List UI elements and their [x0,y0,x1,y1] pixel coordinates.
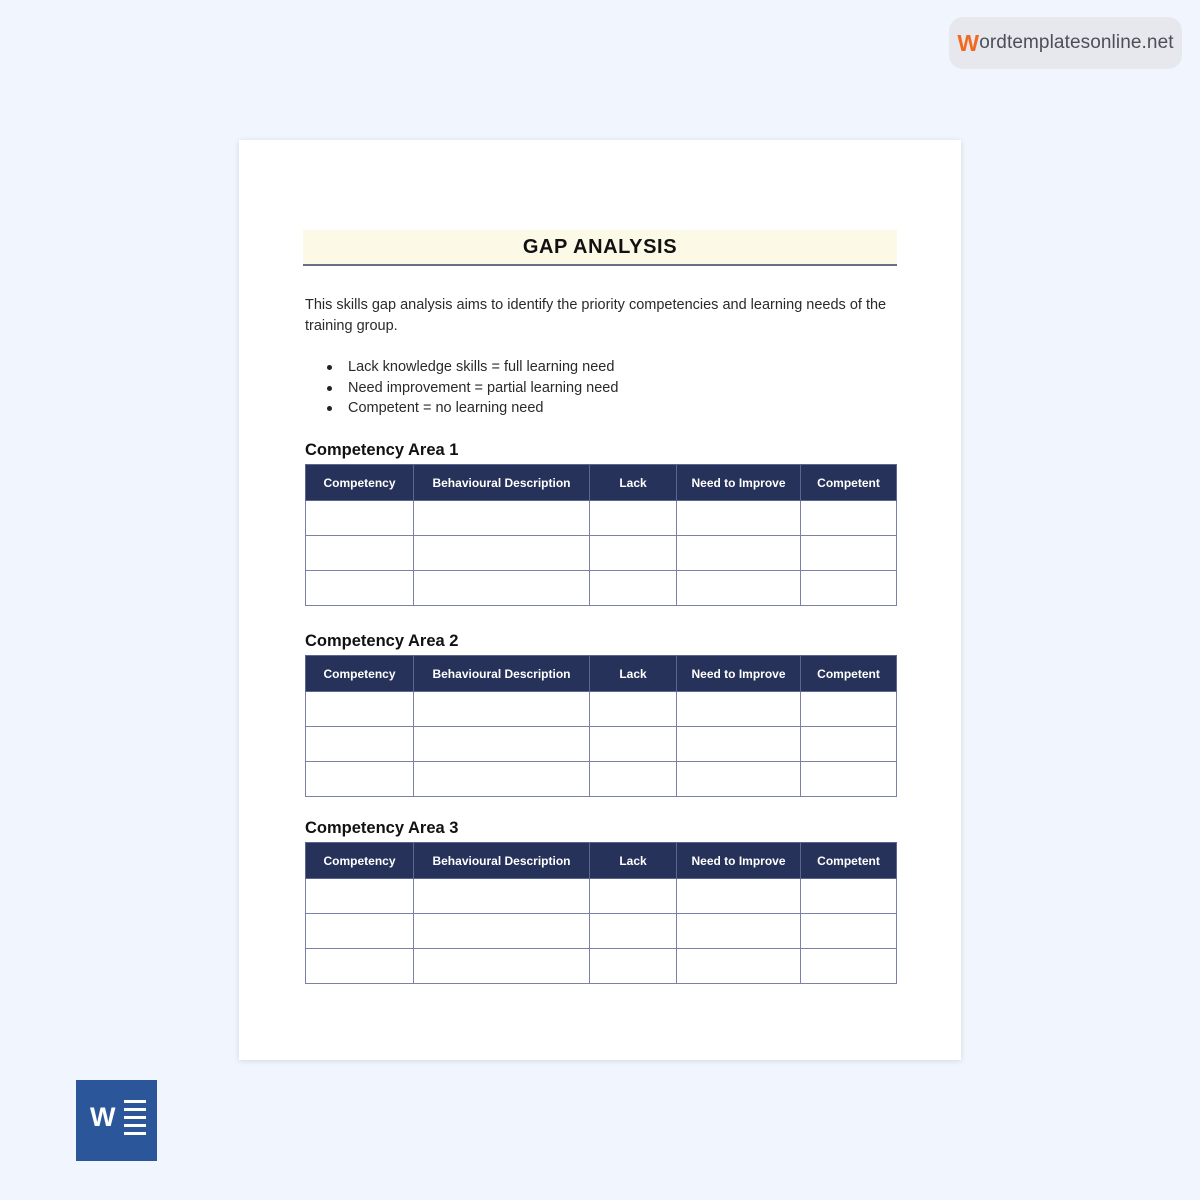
column-header: Competency [306,843,414,879]
table-cell[interactable] [801,879,897,914]
column-header: Lack [590,465,677,501]
table-cell[interactable] [677,914,801,949]
table-cell[interactable] [801,949,897,984]
table-cell[interactable] [677,536,801,571]
site-watermark [949,17,1182,69]
table-cell[interactable] [306,536,414,571]
table-header-row [306,656,897,692]
document-title: GAP ANALYSIS [522,235,678,258]
table-header-row [306,843,897,879]
table-cell[interactable] [677,727,801,762]
table-row [306,727,897,762]
word-icon-lines [124,1100,146,1144]
table-cell[interactable] [414,879,590,914]
table-cell[interactable] [801,536,897,571]
column-header: Competency [306,465,414,501]
word-icon-letter: W [90,1102,116,1132]
table-cell[interactable] [590,692,677,727]
table-row [306,536,897,571]
table-cell[interactable] [677,949,801,984]
table-row [306,692,897,727]
column-header: Need to Improve [677,656,801,692]
table-cell[interactable] [414,949,590,984]
table-row [306,914,897,949]
legend-list [305,357,905,419]
table-cell[interactable] [590,949,677,984]
table-cell[interactable] [677,879,801,914]
document-page [239,140,961,1060]
brand-name: ordtemplatesonline.net [979,32,1174,53]
table-cell[interactable] [801,571,897,606]
title-band [303,230,897,266]
section-heading: Competency Area 1 [305,441,459,459]
section-heading: Competency Area 3 [305,819,459,837]
table-cell[interactable] [590,879,677,914]
list-item: Need improvement = partial learning need [305,378,905,399]
table-header-row [306,465,897,501]
table-cell[interactable] [306,879,414,914]
table-cell[interactable] [677,762,801,797]
table-cell[interactable] [414,571,590,606]
table-row [306,501,897,536]
table-row [306,879,897,914]
column-header: Need to Improve [677,843,801,879]
competency-table [305,655,897,797]
list-item: Lack knowledge skills = full learning need [305,357,905,378]
column-header: Competent [801,656,897,692]
column-header: Competent [801,465,897,501]
table-cell[interactable] [801,727,897,762]
table-cell[interactable] [590,762,677,797]
table-cell[interactable] [801,762,897,797]
column-header: Need to Improve [677,465,801,501]
table-cell[interactable] [677,692,801,727]
competency-table [305,464,897,606]
column-header: Competency [306,656,414,692]
table-cell[interactable] [414,727,590,762]
brand-logo-letter: W [957,29,980,56]
column-header: Competent [801,843,897,879]
table-cell[interactable] [677,501,801,536]
word-file-icon [76,1080,157,1161]
table-cell[interactable] [414,501,590,536]
table-cell[interactable] [801,692,897,727]
table-cell[interactable] [306,571,414,606]
table-cell[interactable] [306,501,414,536]
table-cell[interactable] [677,571,801,606]
table-cell[interactable] [801,501,897,536]
table-cell[interactable] [306,727,414,762]
competency-section-3 [305,818,896,984]
table-cell[interactable] [414,536,590,571]
table-cell[interactable] [590,571,677,606]
competency-table [305,842,897,984]
intro-paragraph: This skills gap analysis aims to identify the priority competencies and learning needs of the training group. [305,297,887,334]
table-cell[interactable] [414,914,590,949]
table-cell[interactable] [590,536,677,571]
table-cell[interactable] [414,762,590,797]
competency-section-2 [305,631,896,797]
table-cell[interactable] [306,914,414,949]
table-cell[interactable] [590,914,677,949]
column-header: Behavioural Description [414,465,590,501]
table-cell[interactable] [306,692,414,727]
table-cell[interactable] [590,501,677,536]
table-cell[interactable] [590,727,677,762]
table-row [306,762,897,797]
column-header: Behavioural Description [414,656,590,692]
section-heading: Competency Area 2 [305,632,459,650]
table-cell[interactable] [306,762,414,797]
list-item: Competent = no learning need [305,398,905,419]
column-header: Behavioural Description [414,843,590,879]
competency-section-1 [305,440,896,606]
table-cell[interactable] [306,949,414,984]
table-cell[interactable] [414,692,590,727]
column-header: Lack [590,656,677,692]
column-header: Lack [590,843,677,879]
table-row [306,949,897,984]
table-cell[interactable] [801,914,897,949]
table-row [306,571,897,606]
